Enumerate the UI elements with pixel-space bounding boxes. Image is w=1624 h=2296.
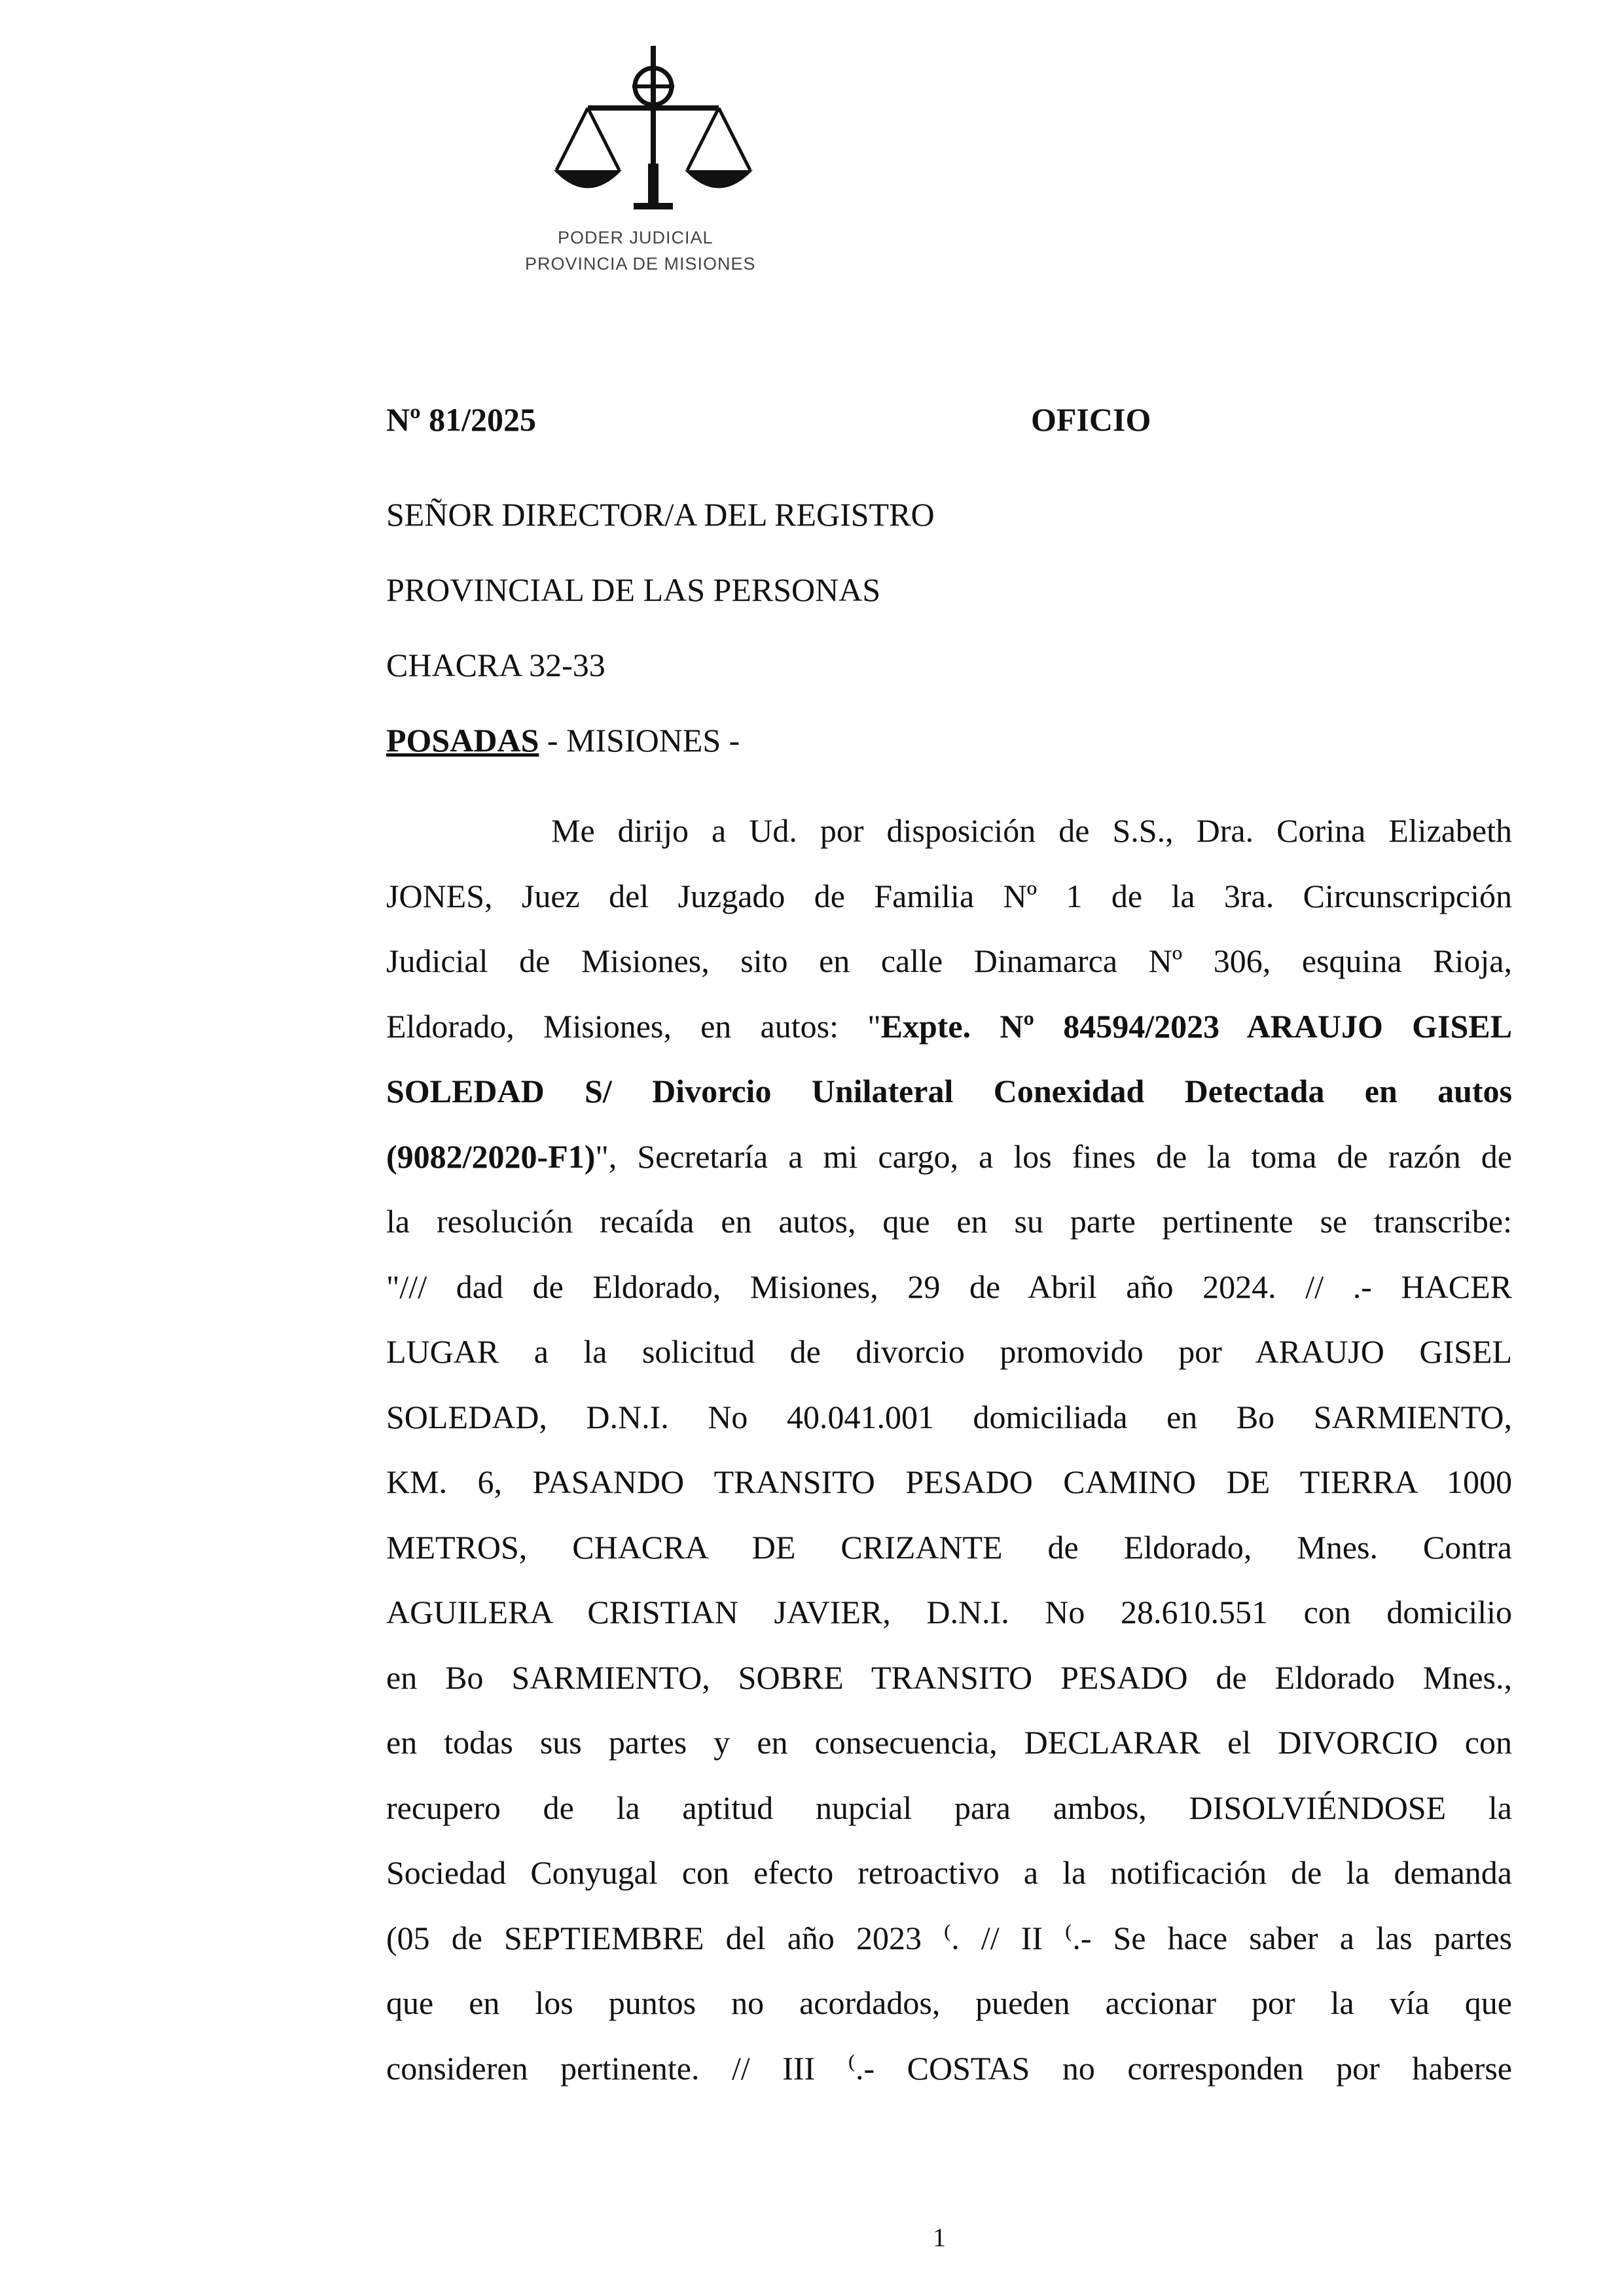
- body-line: LUGAR a la solicitud de divorcio promovido por ARAUJO GISEL: [386, 1333, 1512, 1370]
- body-line: SOLEDAD, D.N.I. No 40.041.001 domiciliada en Bo SARMIENTO,: [386, 1398, 1512, 1435]
- recipient-line-1: SEÑOR DIRECTOR/A DEL REGISTRO: [386, 496, 935, 533]
- recipient-province: - MISIONES -: [539, 722, 740, 759]
- body-line-segment: Eldorado, Misiones, en autos: ": [386, 1007, 881, 1045]
- logo-text-line-2: PROVINCIA DE MISIONES: [525, 254, 756, 274]
- oficio-number: Nº 81/2025: [386, 401, 537, 438]
- case-reference: Expte. Nº 84594/2023 ARAUJO GISEL: [880, 1007, 1512, 1045]
- body-line: METROS, CHACRA DE CRIZANTE de Eldorado, Mnes. Contra: [386, 1528, 1512, 1566]
- body-line: KM. 6, PASANDO TRANSITO PESADO CAMINO DE TIERRA 1000: [386, 1463, 1512, 1500]
- recipient-line-3: CHACRA 32-33: [386, 647, 605, 683]
- body-line: en todas sus partes y en consecuencia, DECLARAR el DIVORCIO con: [386, 1724, 1512, 1761]
- body-line: consideren pertinente. // III ⁽.- COSTAS no corresponden por haberse: [386, 2049, 1512, 2087]
- body-line: Sociedad Conyugal con efecto retroactivo a la notificación de la demanda: [386, 1854, 1512, 1891]
- body-line: Me dirijo a Ud. por disposición de S.S., Dra. Corina Elizabeth: [551, 812, 1512, 849]
- body-line: (05 de SEPTIEMBRE del año 2023 ⁽. // II ⁽.- Se hace saber a las partes: [386, 1919, 1512, 1956]
- body-line-segment: ", Secretaría a mi cargo, a los fines de la toma de razón de: [595, 1138, 1512, 1175]
- body-line: recupero de la aptitud nupcial para ambos, DISOLVIÉNDOSE la: [386, 1789, 1512, 1826]
- document-title: OFICIO: [1031, 401, 1151, 438]
- judicial-logo: [517, 39, 792, 288]
- body-line: la resolución recaída en autos, que en su parte pertinente se transcribe:: [386, 1203, 1512, 1240]
- page-number: 1: [933, 2223, 946, 2252]
- body-line: Judicial de Misiones, sito en calle Dinamarca Nº 306, esquina Rioja,: [386, 942, 1512, 979]
- recipient-city-line: [386, 721, 740, 759]
- recipient-line-2: PROVINCIAL DE LAS PERSONAS: [386, 571, 881, 608]
- recipient-city: POSADAS: [386, 722, 539, 759]
- body-line: que en los puntos no acordados, pueden accionar por la vía que: [386, 1984, 1512, 2021]
- body-line: [386, 1124, 1512, 1190]
- logo-text-line-1: PODER JUDICIAL: [558, 228, 713, 247]
- scales-of-justice-icon: [542, 39, 765, 216]
- body-paragraph: [386, 798, 1512, 2101]
- body-line: AGUILERA CRISTIAN JAVIER, D.N.I. No 28.610.551 con domicilio: [386, 1594, 1512, 1630]
- body-line: JONES, Juez del Juzgado de Familia Nº 1 de la 3ra. Circunscripción: [386, 877, 1512, 914]
- body-line: [386, 994, 1512, 1060]
- document-header: [386, 401, 1512, 446]
- case-reference-continued: SOLEDAD S/ Divorcio Unilateral Conexidad Detectada en autos: [386, 1073, 1512, 1109]
- body-line: "/// dad de Eldorado, Misiones, 29 de Abril año 2024. // .- HACER: [386, 1268, 1512, 1305]
- case-reference-number: (9082/2020-F1): [386, 1138, 596, 1175]
- body-line: en Bo SARMIENTO, SOBRE TRANSITO PESADO de Eldorado Mnes.,: [386, 1659, 1512, 1696]
